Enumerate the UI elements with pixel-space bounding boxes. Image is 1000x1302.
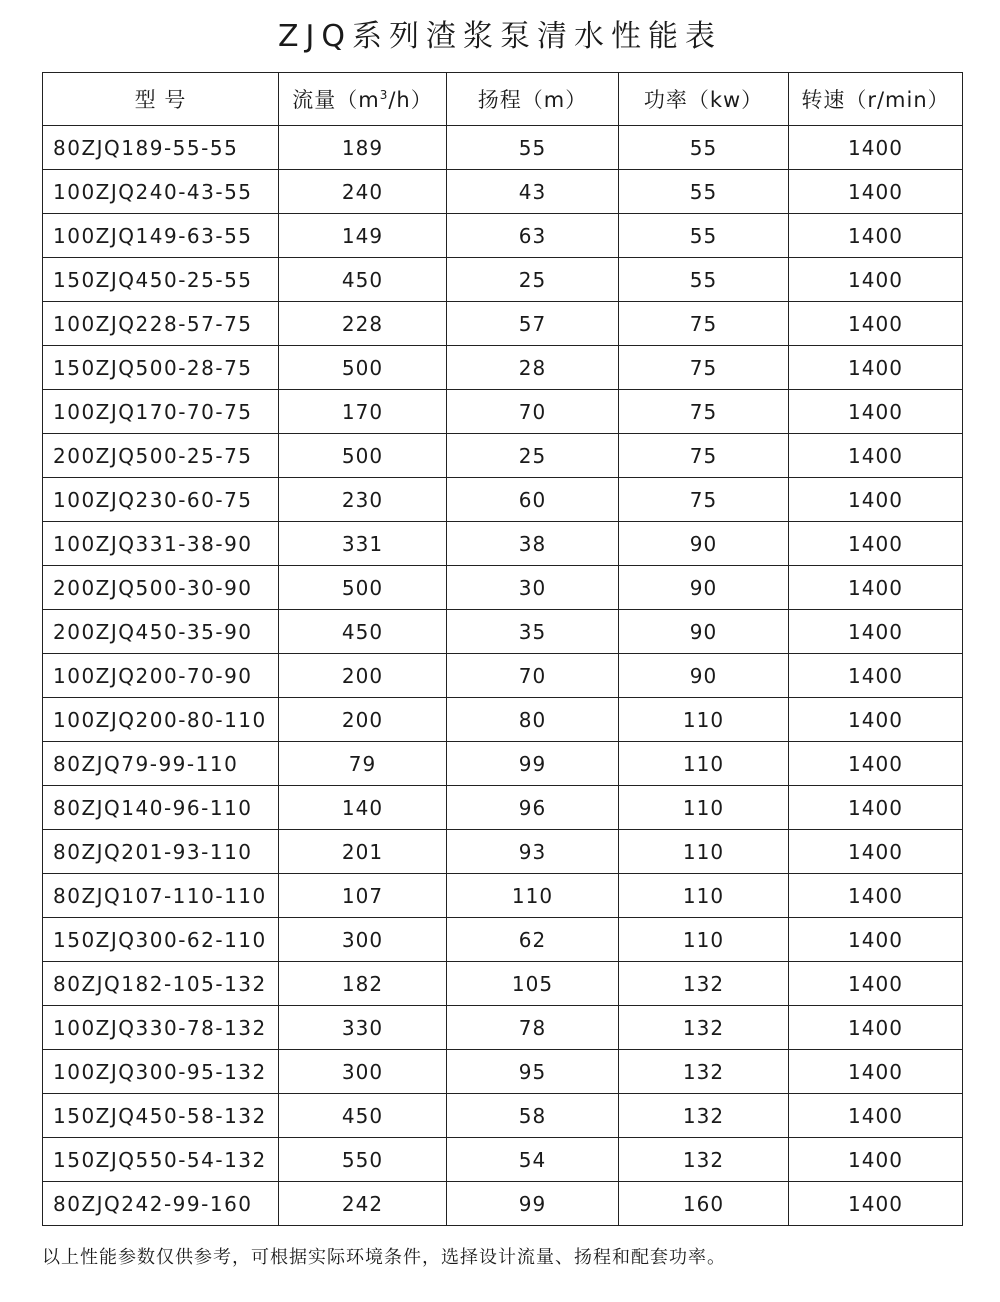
cell-flow: 200 [279, 698, 447, 742]
cell-model: 80ZJQ201-93-110 [43, 830, 279, 874]
table-row [43, 786, 963, 830]
cell-speed: 1400 [789, 1006, 963, 1050]
cell-head: 57 [447, 302, 619, 346]
cell-flow: 550 [279, 1138, 447, 1182]
cell-model: 80ZJQ182-105-132 [43, 962, 279, 1006]
cell-head: 28 [447, 346, 619, 390]
table-row [43, 918, 963, 962]
table-row [43, 742, 963, 786]
cell-head: 38 [447, 522, 619, 566]
header-head: 扬程（m） [447, 73, 619, 126]
cell-speed: 1400 [789, 346, 963, 390]
cell-flow: 149 [279, 214, 447, 258]
cell-speed: 1400 [789, 1182, 963, 1226]
cell-head: 99 [447, 742, 619, 786]
cell-power: 132 [619, 1094, 789, 1138]
cell-flow: 500 [279, 566, 447, 610]
cell-head: 70 [447, 390, 619, 434]
header-flow-prefix: 流量（m [292, 88, 380, 112]
cell-model: 200ZJQ500-30-90 [43, 566, 279, 610]
table-row [43, 1094, 963, 1138]
header-speed: 转速（r/min） [789, 73, 963, 126]
cell-flow: 182 [279, 962, 447, 1006]
cell-speed: 1400 [789, 478, 963, 522]
cell-speed: 1400 [789, 874, 963, 918]
cell-flow: 107 [279, 874, 447, 918]
cell-power: 110 [619, 786, 789, 830]
cell-speed: 1400 [789, 434, 963, 478]
cell-head: 25 [447, 258, 619, 302]
cell-model: 100ZJQ230-60-75 [43, 478, 279, 522]
cell-head: 95 [447, 1050, 619, 1094]
cell-model: 100ZJQ149-63-55 [43, 214, 279, 258]
cell-power: 75 [619, 434, 789, 478]
cell-power: 55 [619, 214, 789, 258]
cell-power: 75 [619, 390, 789, 434]
header-power: 功率（kw） [619, 73, 789, 126]
cell-head: 93 [447, 830, 619, 874]
cell-speed: 1400 [789, 566, 963, 610]
cell-flow: 500 [279, 346, 447, 390]
header-flow-suffix: /h） [388, 88, 433, 112]
cell-power: 132 [619, 1050, 789, 1094]
cell-head: 25 [447, 434, 619, 478]
table-row [43, 874, 963, 918]
cell-head: 60 [447, 478, 619, 522]
cell-flow: 500 [279, 434, 447, 478]
cell-speed: 1400 [789, 742, 963, 786]
cell-speed: 1400 [789, 390, 963, 434]
table-row [43, 434, 963, 478]
cell-power: 55 [619, 126, 789, 170]
table-row [43, 214, 963, 258]
cell-model: 150ZJQ550-54-132 [43, 1138, 279, 1182]
cell-power: 90 [619, 522, 789, 566]
cell-flow: 79 [279, 742, 447, 786]
cell-head: 43 [447, 170, 619, 214]
cell-head: 54 [447, 1138, 619, 1182]
cell-flow: 189 [279, 126, 447, 170]
cell-head: 55 [447, 126, 619, 170]
cell-power: 90 [619, 610, 789, 654]
cell-flow: 300 [279, 918, 447, 962]
cell-flow: 170 [279, 390, 447, 434]
header-model: 型 号 [43, 73, 279, 126]
cell-head: 58 [447, 1094, 619, 1138]
cell-speed: 1400 [789, 1138, 963, 1182]
table-row [43, 830, 963, 874]
table-row [43, 346, 963, 390]
cell-head: 35 [447, 610, 619, 654]
cell-head: 62 [447, 918, 619, 962]
cell-head: 80 [447, 698, 619, 742]
cell-power: 75 [619, 478, 789, 522]
cell-model: 100ZJQ228-57-75 [43, 302, 279, 346]
cell-flow: 230 [279, 478, 447, 522]
cell-flow: 450 [279, 258, 447, 302]
cell-power: 75 [619, 302, 789, 346]
table-header-row [43, 73, 963, 126]
cell-flow: 450 [279, 1094, 447, 1138]
cell-power: 110 [619, 698, 789, 742]
cell-speed: 1400 [789, 918, 963, 962]
cell-power: 55 [619, 170, 789, 214]
cell-power: 132 [619, 1138, 789, 1182]
cell-flow: 240 [279, 170, 447, 214]
table-row [43, 522, 963, 566]
cell-model: 100ZJQ240-43-55 [43, 170, 279, 214]
table-row [43, 566, 963, 610]
cell-model: 100ZJQ200-80-110 [43, 698, 279, 742]
table-row [43, 390, 963, 434]
cell-power: 90 [619, 654, 789, 698]
table-row [43, 654, 963, 698]
cell-speed: 1400 [789, 258, 963, 302]
table-body [43, 126, 963, 1226]
cell-power: 132 [619, 1006, 789, 1050]
cell-model: 200ZJQ500-25-75 [43, 434, 279, 478]
cell-model: 150ZJQ450-58-132 [43, 1094, 279, 1138]
table-row [43, 170, 963, 214]
footnote: 以上性能参数仅供参考，可根据实际环境条件，选择设计流量、扬程和配套功率。 [42, 1247, 726, 1268]
cell-model: 80ZJQ140-96-110 [43, 786, 279, 830]
cell-flow: 228 [279, 302, 447, 346]
cell-head: 96 [447, 786, 619, 830]
cell-speed: 1400 [789, 830, 963, 874]
cell-head: 105 [447, 962, 619, 1006]
cell-speed: 1400 [789, 302, 963, 346]
table-row [43, 1182, 963, 1226]
cell-model: 80ZJQ107-110-110 [43, 874, 279, 918]
table-row [43, 126, 963, 170]
cell-flow: 300 [279, 1050, 447, 1094]
cell-power: 55 [619, 258, 789, 302]
cell-model: 80ZJQ189-55-55 [43, 126, 279, 170]
cell-model: 150ZJQ300-62-110 [43, 918, 279, 962]
cell-model: 80ZJQ242-99-160 [43, 1182, 279, 1226]
table-row [43, 1050, 963, 1094]
cell-power: 160 [619, 1182, 789, 1226]
cell-flow: 450 [279, 610, 447, 654]
cell-power: 110 [619, 742, 789, 786]
cell-head: 99 [447, 1182, 619, 1226]
cell-speed: 1400 [789, 786, 963, 830]
cell-power: 132 [619, 962, 789, 1006]
cell-model: 100ZJQ331-38-90 [43, 522, 279, 566]
cell-speed: 1400 [789, 962, 963, 1006]
cell-head: 78 [447, 1006, 619, 1050]
table-row [43, 478, 963, 522]
cell-flow: 242 [279, 1182, 447, 1226]
table-row [43, 962, 963, 1006]
cell-speed: 1400 [789, 610, 963, 654]
header-flow [279, 73, 447, 126]
table-row [43, 610, 963, 654]
cell-speed: 1400 [789, 698, 963, 742]
table-row [43, 698, 963, 742]
cell-speed: 1400 [789, 1050, 963, 1094]
cell-speed: 1400 [789, 654, 963, 698]
cell-model: 150ZJQ450-25-55 [43, 258, 279, 302]
cell-speed: 1400 [789, 522, 963, 566]
page-title: ZJQ系列渣浆泵清水性能表 [277, 19, 722, 54]
cell-speed: 1400 [789, 126, 963, 170]
cell-power: 90 [619, 566, 789, 610]
table-row [43, 1138, 963, 1182]
performance-table-container [42, 72, 962, 1226]
performance-table [42, 72, 963, 1226]
table-row [43, 302, 963, 346]
header-flow-superscript: 3 [379, 88, 389, 102]
table-row [43, 1006, 963, 1050]
table-row [43, 258, 963, 302]
cell-head: 30 [447, 566, 619, 610]
cell-power: 110 [619, 830, 789, 874]
cell-speed: 1400 [789, 170, 963, 214]
cell-speed: 1400 [789, 214, 963, 258]
cell-flow: 201 [279, 830, 447, 874]
cell-flow: 200 [279, 654, 447, 698]
cell-flow: 330 [279, 1006, 447, 1050]
cell-flow: 140 [279, 786, 447, 830]
cell-model: 150ZJQ500-28-75 [43, 346, 279, 390]
cell-flow: 331 [279, 522, 447, 566]
cell-model: 100ZJQ200-70-90 [43, 654, 279, 698]
cell-model: 100ZJQ330-78-132 [43, 1006, 279, 1050]
cell-model: 200ZJQ450-35-90 [43, 610, 279, 654]
cell-head: 110 [447, 874, 619, 918]
cell-model: 80ZJQ79-99-110 [43, 742, 279, 786]
cell-power: 110 [619, 918, 789, 962]
cell-head: 70 [447, 654, 619, 698]
cell-speed: 1400 [789, 1094, 963, 1138]
cell-power: 110 [619, 874, 789, 918]
cell-model: 100ZJQ170-70-75 [43, 390, 279, 434]
cell-head: 63 [447, 214, 619, 258]
cell-power: 75 [619, 346, 789, 390]
cell-model: 100ZJQ300-95-132 [43, 1050, 279, 1094]
